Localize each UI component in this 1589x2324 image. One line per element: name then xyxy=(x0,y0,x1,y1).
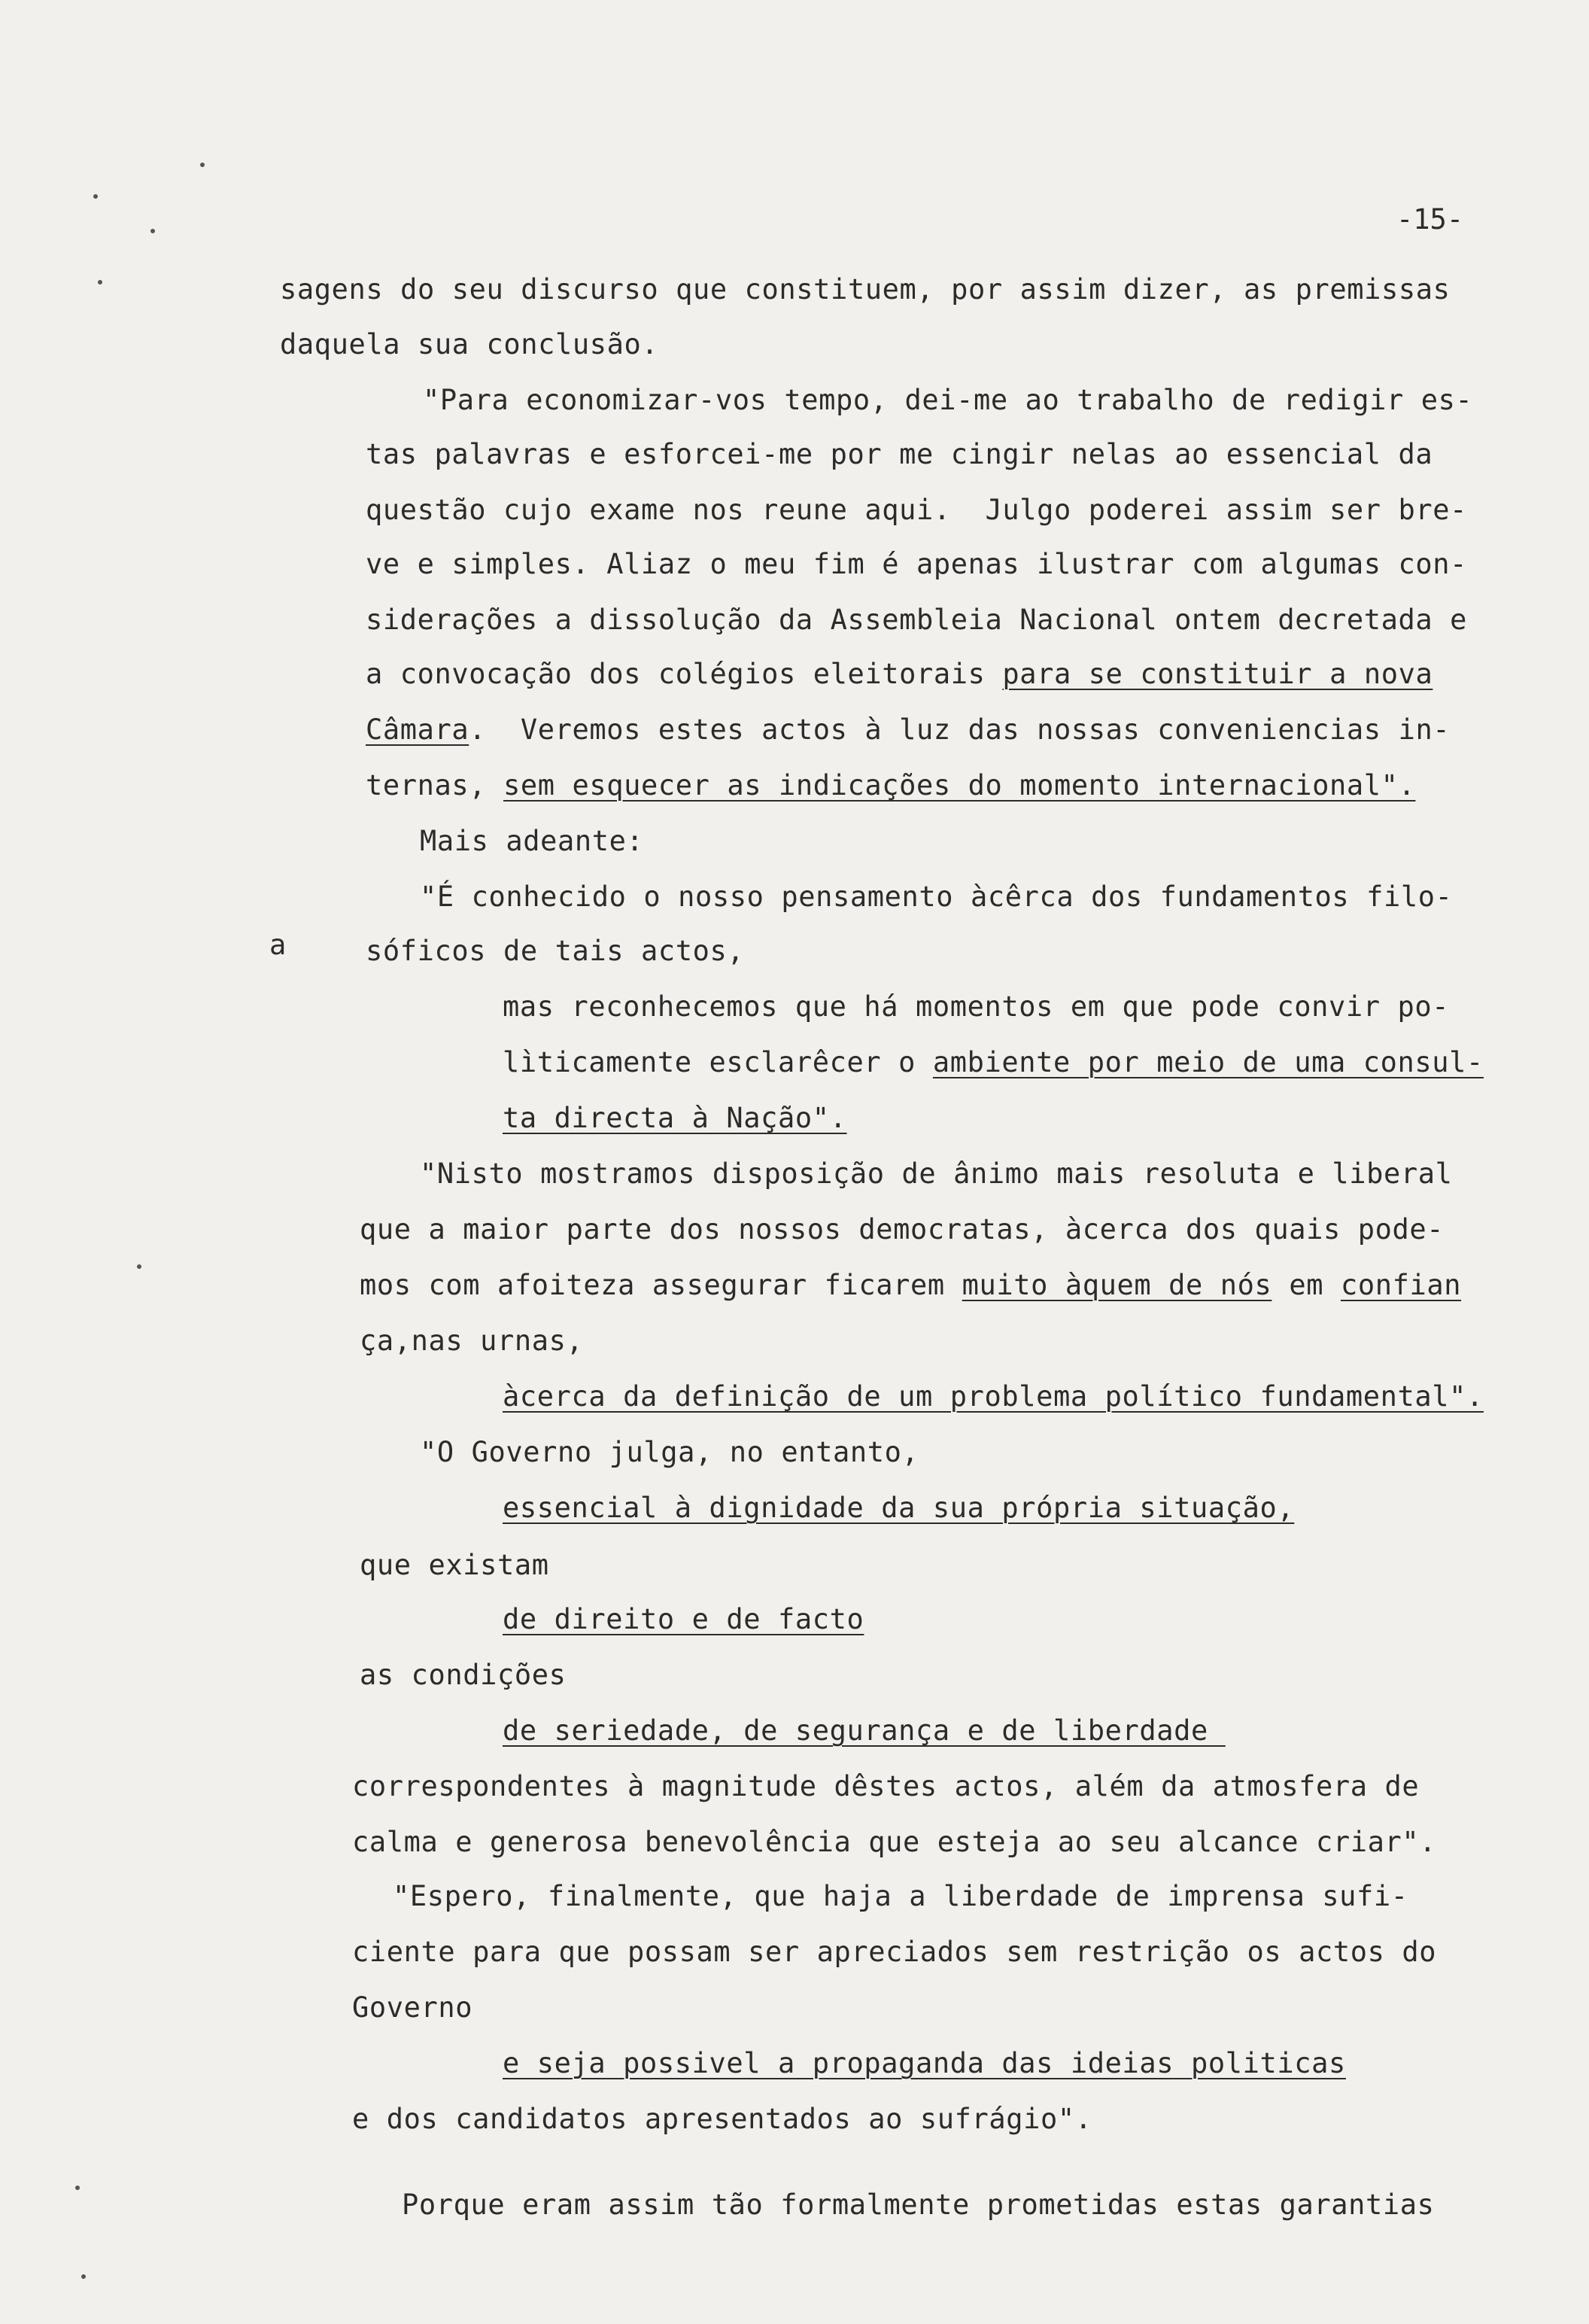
text-line xyxy=(503,2047,1346,2080)
text-segment: e dos candidatos apresentados ao sufrágio". xyxy=(352,2103,1092,2135)
text-segment: daquela sua conclusão. xyxy=(280,328,659,360)
scan-speck xyxy=(98,280,102,284)
page-number: -15- xyxy=(1396,203,1464,236)
text-line xyxy=(420,825,643,858)
scan-speck xyxy=(93,194,98,199)
text-line xyxy=(360,1213,1444,1246)
text-segment: que a maior parte dos nossos democratas, àcerca dos quais pode- xyxy=(360,1213,1445,1246)
text-line xyxy=(420,1436,919,1469)
text-line xyxy=(393,1880,1408,1913)
text-line xyxy=(360,1325,583,1358)
text-line xyxy=(366,548,1467,581)
underlined-phrase: Câmara xyxy=(366,713,469,746)
scan-speck xyxy=(137,1264,141,1269)
margin-mark: a xyxy=(269,929,287,961)
text-line xyxy=(503,1714,1226,1748)
text-line xyxy=(280,273,1451,306)
text-segment: a convocação dos colégios eleitorais xyxy=(366,658,1003,690)
text-segment: "O Governo julga, no entanto, xyxy=(420,1436,919,1468)
text-line xyxy=(352,2103,1092,2136)
text-line xyxy=(366,438,1433,471)
scan-speck xyxy=(150,229,155,233)
text-segment: sóficos de tais actos, xyxy=(366,935,745,967)
text-line xyxy=(402,2189,1435,2222)
text-segment: Governo xyxy=(352,1991,473,2024)
text-line xyxy=(352,1936,1436,1969)
underlined-phrase: àcerca da definição de um problema político fundamental". xyxy=(503,1380,1484,1413)
text-segment: ça,nas urnas, xyxy=(360,1325,584,1357)
text-line xyxy=(366,604,1467,637)
text-segment: questão cujo exame nos reune aqui. Julgo poderei assim ser bre- xyxy=(366,494,1468,526)
text-segment: siderações a dissolução da Assembleia Nacional ontem decretada e xyxy=(366,604,1468,636)
text-segment: Porque eram assim tão formalmente prometidas estas garantias xyxy=(402,2189,1435,2221)
underlined-phrase: de seriedade, de segurança e de liberdade xyxy=(503,1714,1226,1747)
text-line xyxy=(503,1102,847,1135)
text-line xyxy=(366,658,1433,691)
text-line xyxy=(352,1991,472,2024)
text-line xyxy=(503,990,1449,1024)
text-line xyxy=(352,1770,1419,1803)
text-line xyxy=(420,881,1453,914)
underlined-phrase: confian xyxy=(1340,1269,1462,1301)
text-line xyxy=(360,1549,549,1582)
text-segment: em xyxy=(1272,1269,1341,1301)
underlined-phrase: ambiente por meio de uma consul- xyxy=(932,1046,1484,1078)
text-line xyxy=(366,769,1415,802)
underlined-phrase: ta directa à Nação". xyxy=(503,1102,847,1134)
text-segment: "Para economizar-vos tempo, dei-me ao trabalho de redigir es- xyxy=(423,384,1473,416)
scan-speck xyxy=(75,2186,80,2190)
text-segment: mas reconhecemos que há momentos em que pode convir po- xyxy=(503,990,1450,1023)
text-line xyxy=(423,384,1472,417)
text-line xyxy=(360,1659,567,1692)
text-line xyxy=(352,1826,1436,1859)
text-segment: "Nisto mostramos disposição de ânimo mais resoluta e liberal xyxy=(420,1157,1453,1190)
text-segment: correspondentes à magnitude dêstes actos, além da atmosfera de xyxy=(352,1770,1420,1802)
text-segment: calma e generosa benevolência que esteja ao seu alcance criar". xyxy=(352,1826,1437,1858)
text-line xyxy=(360,1269,1461,1302)
underlined-phrase: essencial à dignidade da sua própria situação, xyxy=(503,1492,1295,1524)
text-line xyxy=(503,1046,1484,1079)
text-line xyxy=(366,935,744,968)
text-line xyxy=(420,1157,1453,1191)
text-segment: "Espero, finalmente, que haja a liberdade de imprensa sufi- xyxy=(393,1880,1408,1912)
underlined-phrase: muito àquem de nós xyxy=(962,1269,1272,1301)
text-line xyxy=(503,1603,864,1636)
underlined-phrase: de direito e de facto xyxy=(503,1603,864,1635)
text-line xyxy=(366,494,1467,527)
text-segment: mos com afoiteza assegurar ficarem xyxy=(360,1269,962,1301)
underlined-phrase: para se constituir a nova xyxy=(1002,658,1433,690)
text-line xyxy=(503,1492,1294,1525)
text-segment: que existam xyxy=(360,1549,549,1581)
text-segment: . Veremos estes actos à luz das nossas conveniencias in- xyxy=(469,713,1451,746)
text-line xyxy=(503,1380,1484,1413)
text-segment: Mais adeante: xyxy=(420,825,644,857)
underlined-phrase: sem esquecer as indicações do momento internacional". xyxy=(503,769,1416,802)
text-segment: tas palavras e esforcei-me por me cingir nelas ao essencial da xyxy=(366,438,1433,470)
text-segment: sagens do seu discurso que constituem, por assim dizer, as premissas xyxy=(280,273,1451,306)
text-segment: ciente para que possam ser apreciados sem restrição os actos do xyxy=(352,1936,1437,1968)
text-segment: ternas, xyxy=(366,769,504,802)
text-segment: ve e simples. Aliaz o meu fim é apenas ilustrar com algumas con- xyxy=(366,548,1468,580)
underlined-phrase: e seja possivel a propaganda das ideias politicas xyxy=(503,2047,1346,2079)
scan-speck xyxy=(200,163,205,167)
text-segment: as condições xyxy=(360,1659,567,1691)
text-line xyxy=(366,713,1450,747)
text-segment: lìticamente esclarêcer o xyxy=(503,1046,933,1078)
text-line xyxy=(280,328,658,361)
text-segment: "É conhecido o nosso pensamento àcêrca dos fundamentos filo- xyxy=(420,881,1453,913)
scan-speck xyxy=(81,2274,86,2279)
